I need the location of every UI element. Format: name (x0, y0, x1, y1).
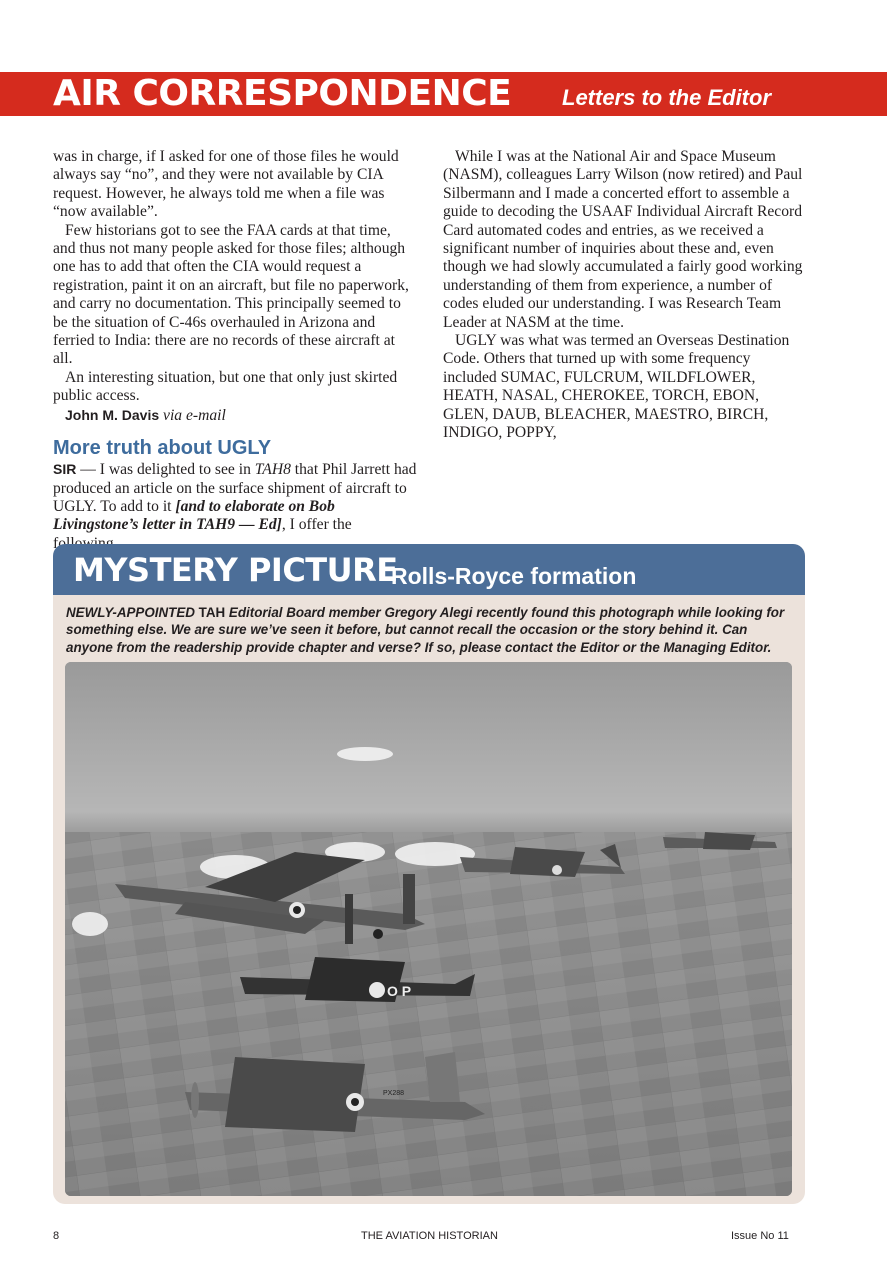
formation-photo (65, 662, 792, 1196)
signature-name: John M. Davis (65, 406, 160, 423)
section-title: AIR CORRESPONDENCE (53, 73, 512, 114)
mystery-subtitle: Rolls-Royce formation (391, 563, 637, 589)
signature-via: via e-mail (163, 406, 226, 424)
intro-text: NEWLY-APPOINTED (66, 605, 199, 620)
publication-name: THE AVIATION HISTORIAN (361, 1230, 498, 1242)
letter-text: — I was delighted to see in (76, 461, 255, 479)
mystery-title: MYSTERY PICTURE (73, 551, 398, 589)
text-column-right (443, 148, 807, 443)
letter-paragraph: UGLY was what was termed an Overseas Destination Code. Others that turned up with some frequency included SUMAC, FULCRUM, WILDFLOWER, HEATH, NASAL, CHEROKEE, TORCH, EBON, GLEN, DAUB, BLEACHER, MAESTRO, BIRCH, INDIGO, POPPY, (443, 332, 790, 442)
magazine-reference: TAH8 (254, 461, 291, 479)
text-column-left (53, 148, 417, 553)
issue-number: Issue No 11 (731, 1230, 789, 1242)
letter-paragraph: While I was at the National Air and Space Museum (NASM), colleagues Larry Wilson (now retired) and Paul Silbermann and I made a concerted effort to assemble a guide to decoding the USAAF Individual Aircraft Record Card automated codes and entries, as we received a significant number of inquiries about these and, even though we had slowly accumulated a fairly good working understanding of them from experience, a number of codes eluded our understanding. I was Research Team Leader at NASM at the time. (443, 148, 803, 331)
letter-opening (53, 460, 417, 553)
letter-signature (53, 406, 417, 425)
letter-heading: More truth about UGLY (53, 437, 272, 460)
letter-paragraph: Few historians got to see the FAA cards at that time, and thus not many people asked for those files; although one has to add that often the CIA would request a registration, paint it on an aircraft, but file no paperwork, and carry no documentation. This principally seemed to be the situation of C-46s overhauled in Arizona and ferried to India: there are no records of these aircraft at all. (53, 221, 409, 368)
sir-label: SIR (53, 461, 77, 478)
mystery-intro (66, 604, 796, 656)
intro-text: Editorial Board member Gregory Alegi recently found this photograph while looking for something else. We are sure we’ve seen it before, but cannot recall the occasion or the story behind it. Can anyone from the readership provide chapter and verse? If so, please contact the Editor or the Managing Editor. (66, 605, 785, 655)
intro-tah: TAH (198, 605, 226, 620)
section-subtitle: Letters to the Editor (562, 85, 772, 110)
formation-photo-image (65, 662, 792, 1196)
mystery-picture-box (53, 544, 805, 1204)
letter-paragraph: was in charge, if I asked for one of those files he would always say “no”, and they were not available by CIA request. However, he always told me when a file was “now available”. (53, 148, 399, 221)
section-banner (0, 72, 887, 116)
mystery-header (53, 544, 805, 595)
page-number: 8 (53, 1230, 60, 1242)
editor-note: [and to elaborate on Bob Livingstone’s letter in TAH9 — Ed] (53, 497, 335, 534)
serial-text: PX288 (383, 1090, 405, 1097)
letter-text: that Phil Jarrett had produced an article on the surface shipment of aircraft to UGLY. To add to it (53, 461, 417, 515)
letter-text: , I offer the (281, 516, 352, 534)
letter-paragraph: An interesting situation, but one that only just skirted public access. (53, 368, 398, 405)
fighter-code-text: O P (387, 983, 412, 999)
